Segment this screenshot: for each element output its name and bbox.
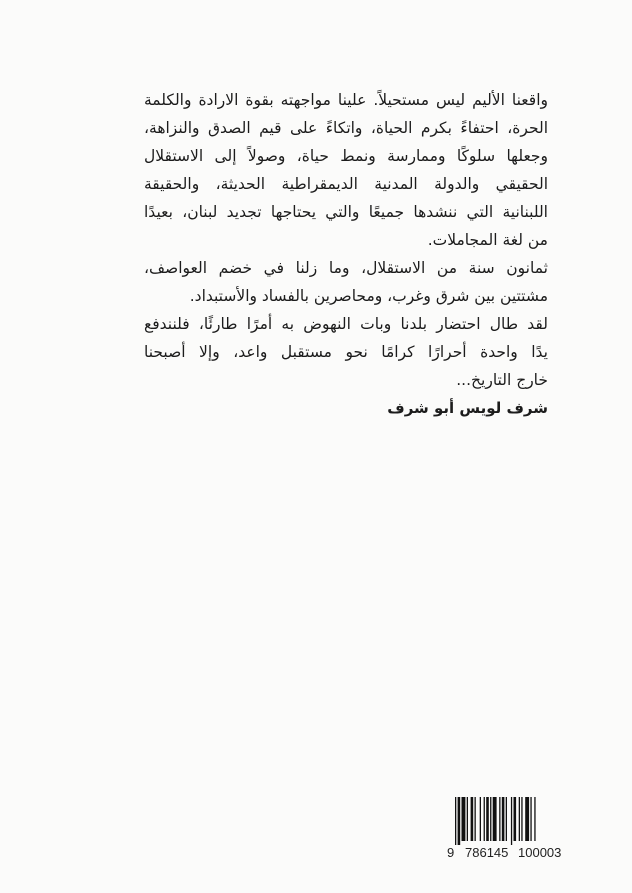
barcode-bar xyxy=(490,797,491,841)
isbn-barcode xyxy=(455,797,565,845)
barcode-bar xyxy=(486,797,489,841)
barcode-bar xyxy=(471,797,474,841)
barcode-digits-group1: 786145 xyxy=(465,845,509,860)
text-line: الحرة، احتفاءً بكرم الحياة، واتكاءً على قيم الصدق والنزاهة، xyxy=(144,119,548,137)
barcode-bar xyxy=(455,797,456,845)
barcode-bar xyxy=(499,797,500,841)
barcode-bar xyxy=(506,797,507,841)
barcode-digit-first: 9 xyxy=(447,845,455,860)
text-line: مشتتين بين شرق وغرب، ومحاصرين بالفساد والأستبداد. xyxy=(189,287,548,305)
barcode-bar xyxy=(534,797,535,841)
barcode-bar xyxy=(458,797,461,845)
author-signature: شرف لويس أبو شرف xyxy=(387,399,548,417)
barcode-bar xyxy=(519,797,520,841)
barcode-digits-group2: 100003 xyxy=(518,845,562,860)
text-line: الحقيقي والدولة المدنية الديمقراطية الحديثة، والحقيقة xyxy=(144,175,548,193)
barcode-bar xyxy=(475,797,476,841)
barcode-bar xyxy=(493,797,497,841)
text-line: اللبنانية التي ننشدها جميعًا والتي يحتاجها تجديد لبنان، بعيدًا xyxy=(144,203,548,221)
text-line: لقد طال احتضار بلدنا وبات النهوض به أمرًا طارئًا، فلنندفع xyxy=(144,315,548,333)
text-line: خارج التاريخ... xyxy=(456,371,548,389)
text-line: من لغة المجاملات. xyxy=(427,231,548,249)
barcode-bar xyxy=(462,797,466,841)
text-line: يدًا واحدة أحرارًا كرامًا نحو مستقبل واعد، وإلا أصبحنا xyxy=(144,343,548,361)
barcode-bar xyxy=(530,797,531,841)
barcode-bar xyxy=(484,797,485,841)
text-line: وجعلها سلوكًا وممارسة ونمط حياة، وصولاً إلى الاستقلال xyxy=(144,147,548,165)
text-line: ثمانون سنة من الاستقلال، وما زلنا في خضم العواصف، xyxy=(144,259,548,277)
barcode-bar xyxy=(467,797,468,841)
barcode-bar xyxy=(514,797,517,841)
text-line: واقعنا الأليم ليس مستحيلاً. علينا مواجهته بقوة الارادة والكلمة xyxy=(144,91,548,109)
barcode-bar xyxy=(511,797,512,845)
barcode-bar xyxy=(521,797,522,841)
barcode-bar xyxy=(480,797,481,841)
barcode-bar xyxy=(502,797,505,841)
barcode-bar xyxy=(525,797,529,841)
